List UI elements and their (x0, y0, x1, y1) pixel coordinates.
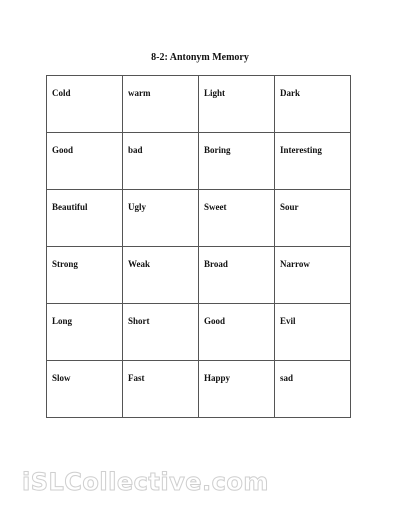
word-card (199, 361, 275, 418)
table-row (47, 361, 351, 418)
word-card (199, 133, 275, 190)
word-card (123, 247, 199, 304)
word-card-label: bad (128, 145, 143, 155)
word-card-label: Cold (52, 88, 71, 98)
word-card (47, 361, 123, 418)
word-card-label: Sweet (204, 202, 227, 212)
word-card (123, 190, 199, 247)
word-card (199, 304, 275, 361)
worksheet-title: 8-2: Antonym Memory (151, 52, 249, 63)
word-card-label: Light (204, 88, 226, 98)
word-card (47, 190, 123, 247)
word-card-label: Weak (128, 259, 151, 269)
word-card-label: Beautiful (52, 202, 88, 212)
word-card-label: Evil (280, 316, 296, 326)
word-card (123, 304, 199, 361)
word-card (275, 190, 351, 247)
word-card (123, 361, 199, 418)
word-card (275, 76, 351, 133)
table-row (47, 76, 351, 133)
word-card-label: Sour (280, 202, 299, 212)
word-card (199, 247, 275, 304)
table-row (47, 304, 351, 361)
table-row (47, 190, 351, 247)
word-card-label: warm (128, 88, 151, 98)
watermark-logo: iSLCollective.com (22, 468, 269, 496)
table-row (47, 133, 351, 190)
word-card (47, 133, 123, 190)
table-row (47, 247, 351, 304)
word-card-label: Long (52, 316, 73, 326)
word-card (47, 76, 123, 133)
antonym-grid (46, 75, 351, 418)
word-card (275, 133, 351, 190)
word-card (47, 247, 123, 304)
word-card-label: Fast (128, 373, 145, 383)
word-card-label: Dark (280, 88, 300, 98)
word-card (275, 361, 351, 418)
word-card-label: Narrow (280, 259, 310, 269)
word-card-label: Broad (204, 259, 228, 269)
word-card (47, 304, 123, 361)
word-card-label: Interesting (280, 145, 322, 155)
word-card (199, 190, 275, 247)
word-card (275, 247, 351, 304)
word-card (123, 76, 199, 133)
word-card (199, 76, 275, 133)
word-card-label: Ugly (128, 202, 146, 212)
word-card (275, 304, 351, 361)
word-card-label: sad (280, 373, 294, 383)
word-card-label: Strong (52, 259, 78, 269)
word-card-label: Boring (204, 145, 231, 155)
word-card-label: Slow (52, 373, 71, 383)
word-card-label: Short (128, 316, 150, 326)
word-card-label: Good (52, 145, 74, 155)
word-card-label: Happy (204, 373, 231, 383)
word-card (123, 133, 199, 190)
word-card-label: Good (204, 316, 226, 326)
